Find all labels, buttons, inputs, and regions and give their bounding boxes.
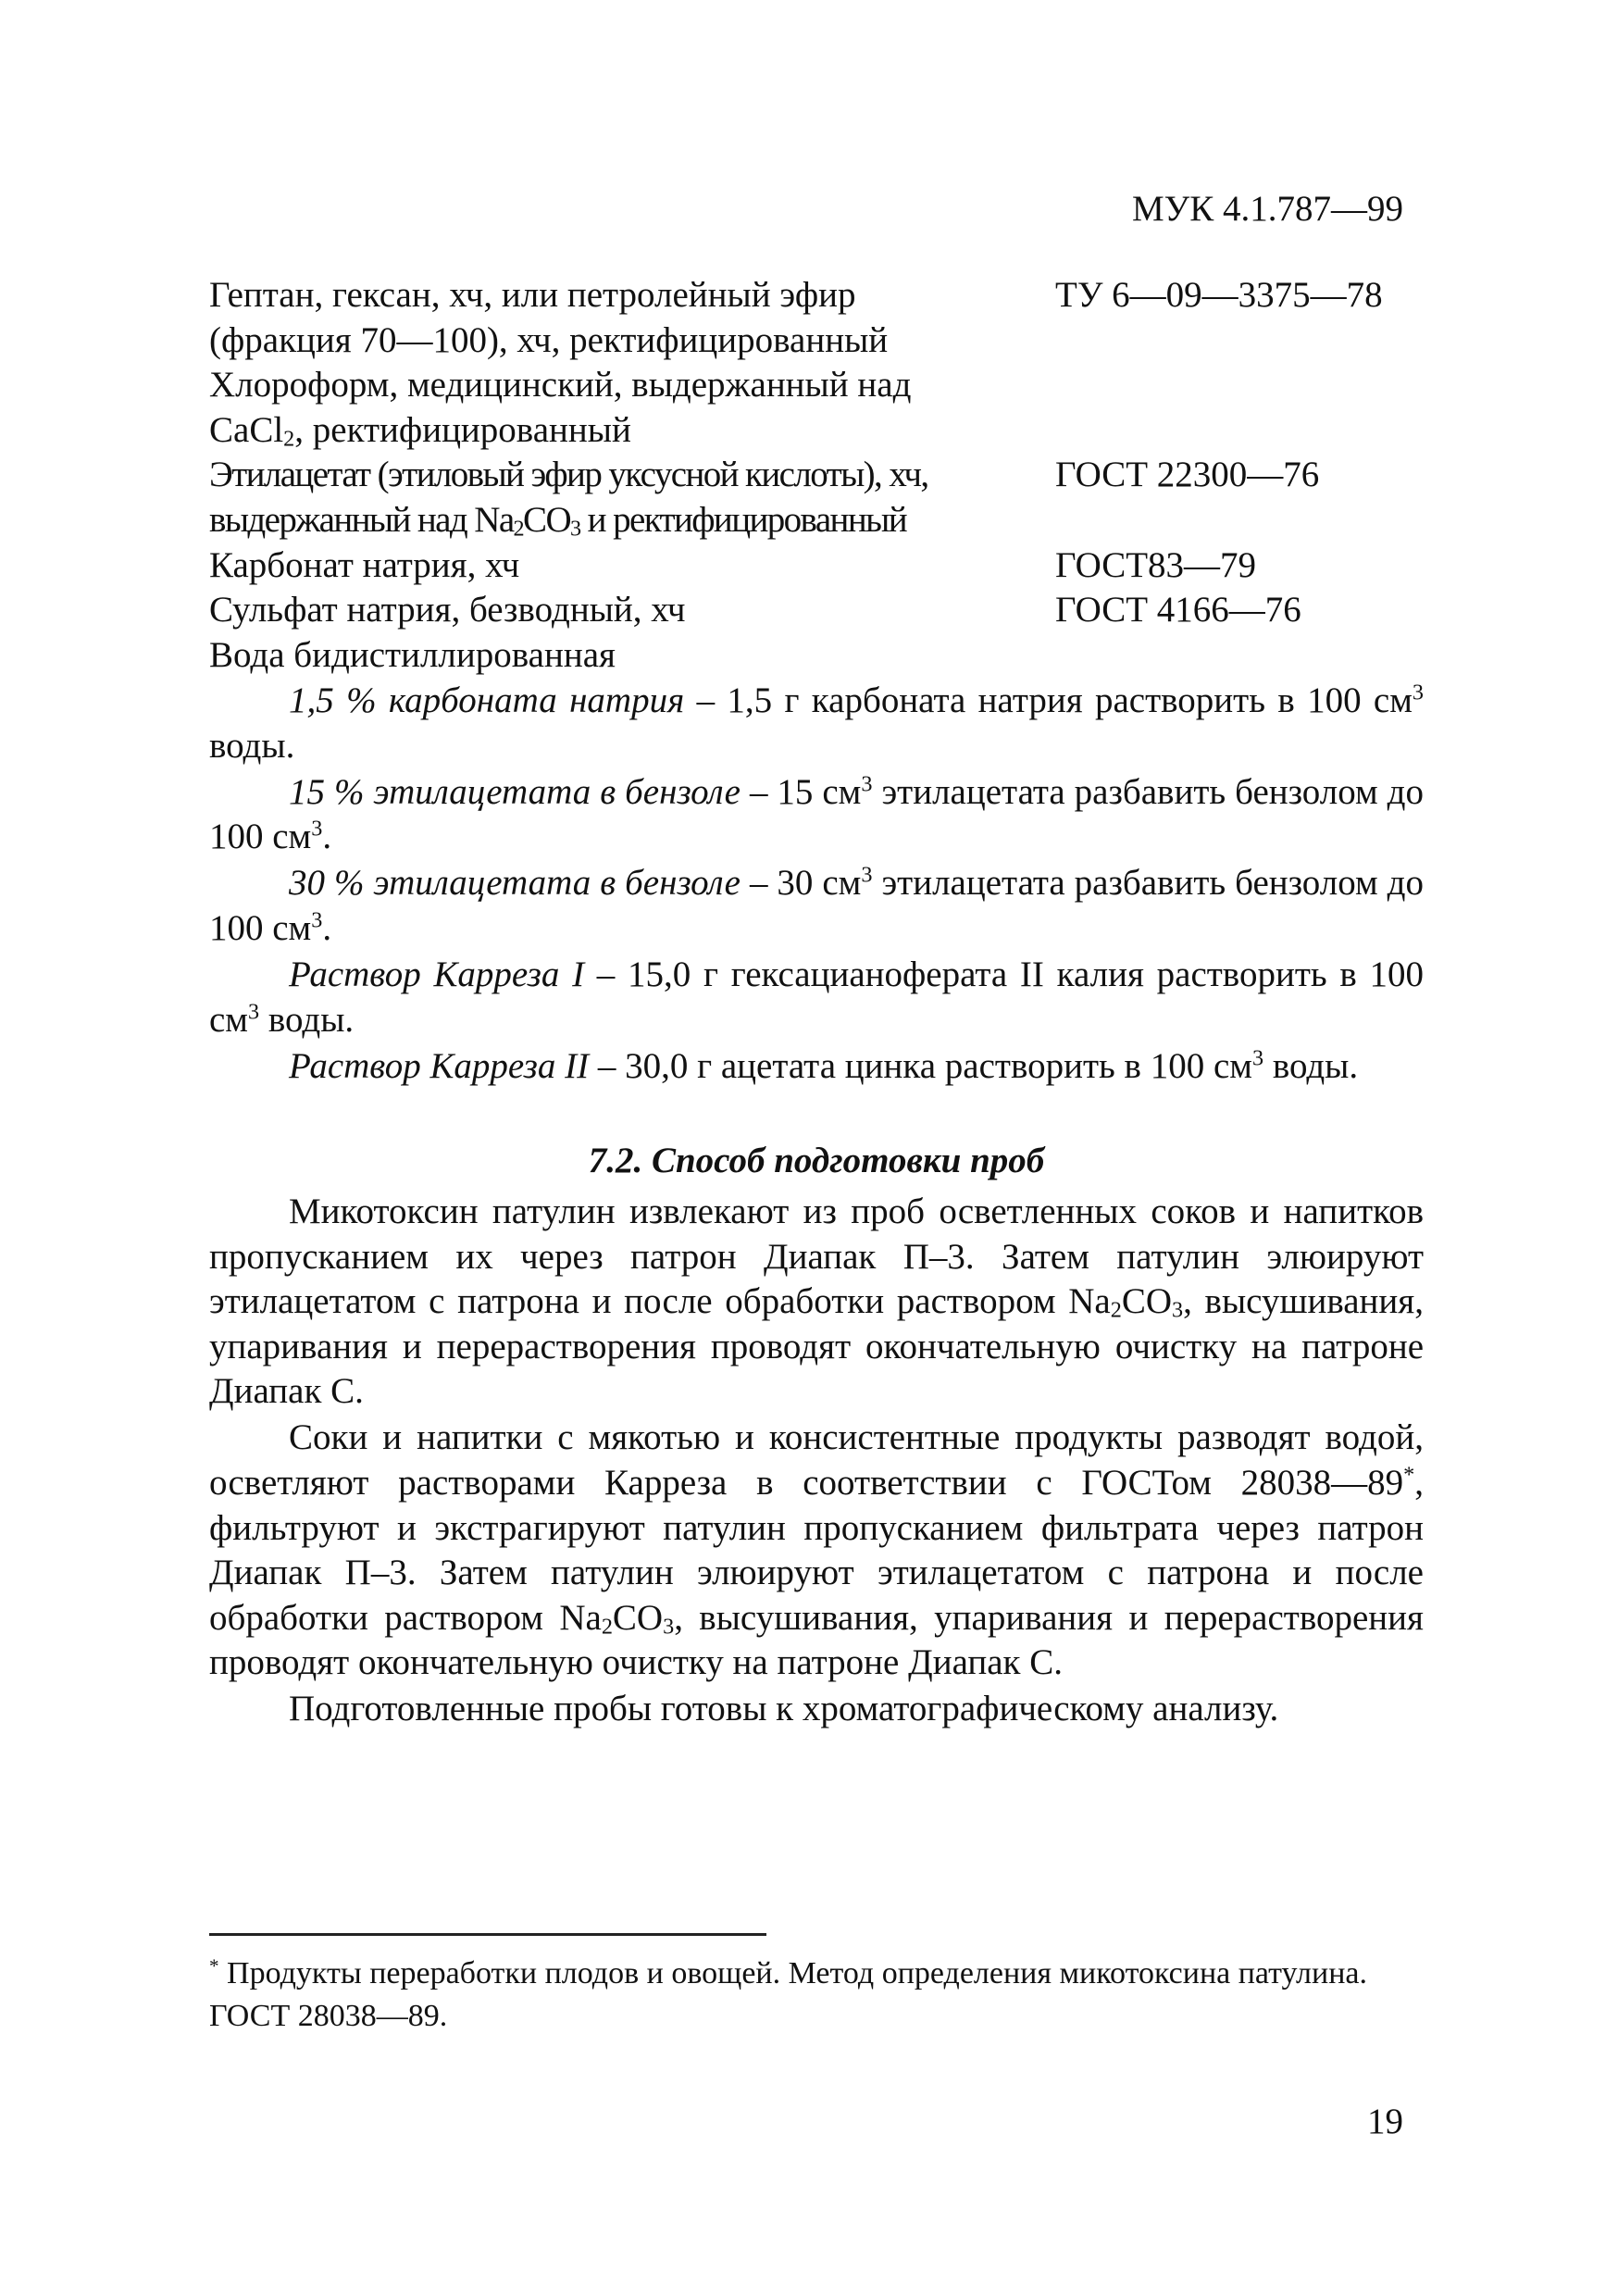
- footnote: [209, 1953, 1424, 2038]
- reagent-name: выдержанный над $Na_2CO_3$ и ректифицированный: [209, 499, 906, 542]
- reagent-row: [209, 588, 1424, 633]
- solution-paragraph: 1,5 % карбоната натрия – 1,5 г карбоната натрия растворить в 100 $см^3$ воды.: [209, 680, 1424, 766]
- reagents-list: [209, 273, 1424, 678]
- footnote-mark: *: [209, 1954, 219, 1978]
- solution-paragraph: Раствор Карреза I – 15,0 г гексацианоферата II калия растворить в 100 $см^3$ воды.: [209, 955, 1425, 1040]
- footnote-separator: [209, 1933, 766, 1936]
- section-heading: 7.2. Способ подготовки проб: [588, 1141, 1045, 1181]
- reagent-row: [209, 318, 1424, 364]
- reagent-row: [209, 498, 1424, 543]
- reagent-standard: ГОСТ 4166—76: [1055, 590, 1301, 630]
- reagent-standard: ТУ 6—09—3375—78: [1055, 275, 1383, 315]
- reagent-name: Сульфат натрия, безводный, хч: [209, 590, 686, 630]
- reagent-row: [209, 543, 1424, 589]
- reagent-row: [209, 408, 1424, 454]
- solution-paragraph: Раствор Карреза II – 30,0 г ацетата цинка растворить в 100 $см^3$ воды.: [289, 1045, 1359, 1086]
- reagent-name: CaCl$_2$, ректифицированный: [209, 409, 631, 452]
- footnote-text: Продукты переработки плодов и овощей. Метод определения микотоксина патулина. ГОСТ 28038—89.: [209, 1956, 1367, 2033]
- reagent-row: [209, 363, 1424, 408]
- reagent-name: Вода бидистиллированная: [209, 634, 616, 675]
- body-paragraph: Подготовленные пробы готовы к хроматографическому анализу.: [289, 1689, 1279, 1729]
- reagent-name: Гептан, гексан, хч, или петролейный эфир: [209, 275, 856, 315]
- reagent-standard: ГОСТ 22300—76: [1055, 455, 1320, 495]
- body-paragraph: Микотоксин патулин извлекают из проб осветленных соков и напитков пропусканием их через патрон Диапак П–3. Затем патулин элюируют этилацетатом с патрона и после обработки раствором $Na_2CO_3$, высушивания, упаривания и перерастворения проводят окончательную очистку на патроне Диапак С.: [209, 1191, 1424, 1412]
- reagent-name: Хлороформ, медицинский, выдержанный над: [209, 365, 912, 406]
- reagent-name: (фракция 70—100), хч, ректифицированный: [209, 319, 889, 360]
- reagent-standard: ГОСТ83—79: [1055, 544, 1257, 585]
- document-code-header: МУК 4.1.787—99: [1131, 189, 1403, 229]
- solution-paragraph: 15 % этилацетата в бензоле – 15 $см^3$ этилацетата разбавить бензолом до 100 $см^3$.: [209, 771, 1424, 857]
- document-body: [209, 679, 1424, 1734]
- reagent-name: Этилацетат (этиловый эфир уксусной кислоты), хч,: [209, 455, 928, 495]
- page-number: 19: [1367, 2102, 1403, 2141]
- body-paragraph: Соки и напитки с мякотью и консистентные продукты разводят водой, осветляют растворами Карреза в соответствии с ГОСТом 28038—89*, фильтруют и экстрагируют патулин пропусканием фильтрата через патрон Диапак П–3. Затем патулин элюируют этилацетатом с патрона и после обработки раствором $Na_2CO_3$, высушивания, упаривания и перерастворения проводят окончательную очистку на патроне Диапак С.: [209, 1417, 1424, 1683]
- reagent-row: [209, 453, 1424, 498]
- solution-paragraph: 30 % этилацетата в бензоле – 30 $см^3$ этилацетата разбавить бензолом до 100 $см^3$.: [209, 863, 1424, 948]
- reagent-row: [209, 273, 1424, 318]
- reagent-name: Карбонат натрия, хч: [209, 544, 520, 585]
- reagent-row: [209, 633, 1424, 679]
